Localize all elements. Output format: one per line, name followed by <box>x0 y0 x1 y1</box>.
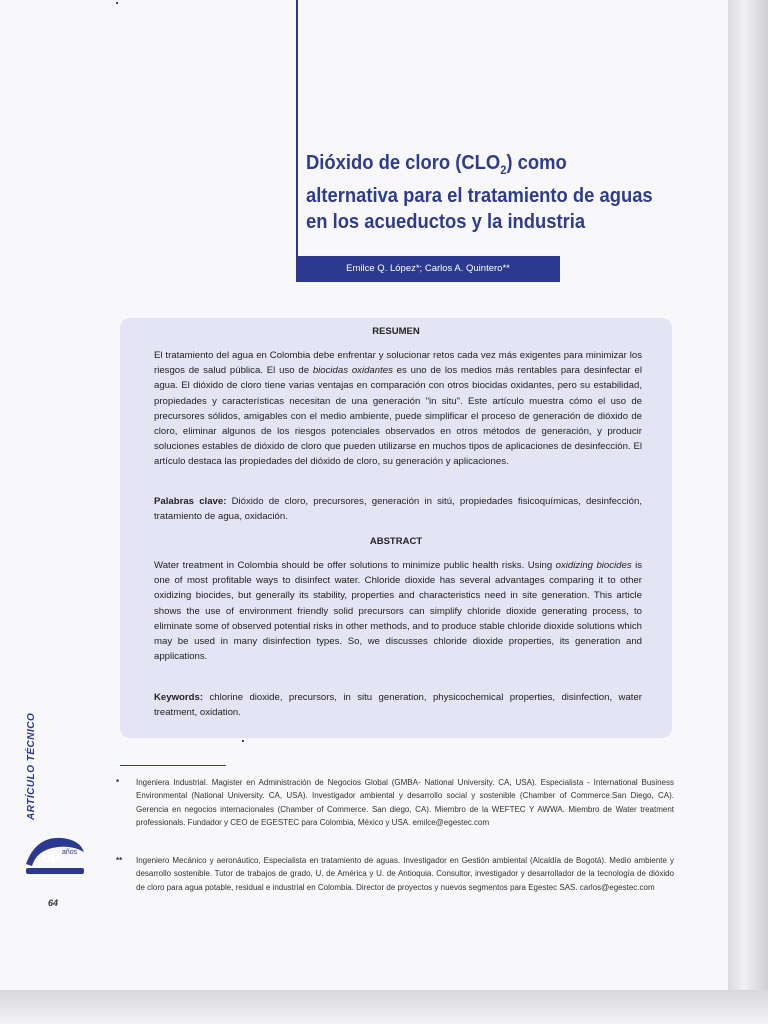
footnote-rule <box>120 765 226 766</box>
section-side-label: ARTÍCULO TÉCNICO <box>26 712 37 820</box>
abstract-keywords: Keywords: chlorine dioxide, precursors, in situ generation, physicochemical properties, disinfection, water treatment, oxidation. <box>154 692 642 719</box>
resumen-text: El tratamiento del agua en Colombia debe enfrentar y solucionar retos cada vez más exigentes para minimizar los riesgos de salud pública. El uso de biocidas oxidantes es uno de los medios más rentables para desinfectar el agua. El dióxido de cloro tiene varias ventajas en comparación con otros biocidas oxidantes, pero su estabilidad, propiedades y características necesitan de una generación "in situ". Este artículo muestra cómo el uso de precursores sólidos, amigables con el medio ambiente, puede simplificar el proceso de generación de dióxido de cloro, eliminar algunos de los riesgos potenciales observados en otros métodos de generación, y producir soluciones estables de dióxido de cloro que pueden utilizarse en muchos tipos de aplicaciones de desinfección. El artículo destaca las propiedades del dióxido de cloro, su generación y aplicaciones. <box>154 350 643 468</box>
abstract-heading: ABSTRACT <box>369 536 423 547</box>
logo-number: 60 <box>42 849 60 866</box>
abstract-box <box>120 318 672 738</box>
abstract-text: Water treatment in Colombia should be offer solutions to minimize public health risks. Using oxidizing biocides is one of most profitable ways to disinfect water. Chloride dioxide has several advantages comparing it to other oxidizing biocides, but generally its stability, properties and characteristics need in site generation. This article shows the use of environment friendly solid precursors can simplify chloride dioxide generating process, to eliminate some of observed potential risks in other methods, and to produce stable chloride dioxide solutions which may be used in many disinfection types. So, we discusses chloride dioxide properties, its generation and applications. <box>154 560 643 663</box>
footnote-1: Ingeniera Industrial. Magister en Administración de Negocios Global (GMBA- National University. CA, USA). Especialista - International Business Environmental (National University. CA, USA). Investigador ambiental y desarrollo social y sostenible (Chamber of Commerce.San Diego, CA). Gerencia en negocios internacionales (Chamber of Commerce. San diego, CA). Miembro de la WEFTEC Y AWWA. Miembro de Water treatment professionals. Fundador y CEO de EGESTEC para Colombia, México y USA. emilce@egestec.com <box>136 778 674 828</box>
footnote-2-mark: ** <box>116 856 123 865</box>
logo-word: años <box>62 849 78 856</box>
anniversary-logo <box>22 830 88 878</box>
footnote-1-mark: * <box>116 778 120 787</box>
author-bar: Emilce Q. López*; Carlos A. Quintero** <box>296 256 560 282</box>
resumen-heading: RESUMEN <box>372 326 420 337</box>
page-edge-right <box>728 0 768 1000</box>
title-rule <box>296 0 298 258</box>
scan-speck <box>116 2 118 4</box>
resumen-keywords: Palabras clave: Dióxido de cloro, precursores, generación in sitú, propiedades fisicoquímicas, desinfección, tratamiento de agua, oxidación. <box>154 496 642 523</box>
article-title: Dióxido de cloro $(CLO_2)$ como alternativa para el tratamiento de aguas en los acueductos y la industria <box>306 152 653 233</box>
page-number: 64 <box>48 898 59 908</box>
footnote-2: Ingeniero Mecánico y aeronáutico, Especialista en tratamiento de aguas. Investigador en Gestión ambiental (Alcaldía de Bogotá). Medio ambiente y desarrollo sostenible. Tutor de trabajos de grado, U. de América y U. de Antioquia. Consultor, investigador y desarrollador de la tecnología de dióxido de cloro para agua potable, residual e industrial en Colombia. Director de proyectos y nuevos segmentos para Egestec SAS. carlos@egestec.com <box>136 856 674 892</box>
page-edge-bottom <box>0 990 768 1024</box>
scan-speck <box>242 740 244 742</box>
